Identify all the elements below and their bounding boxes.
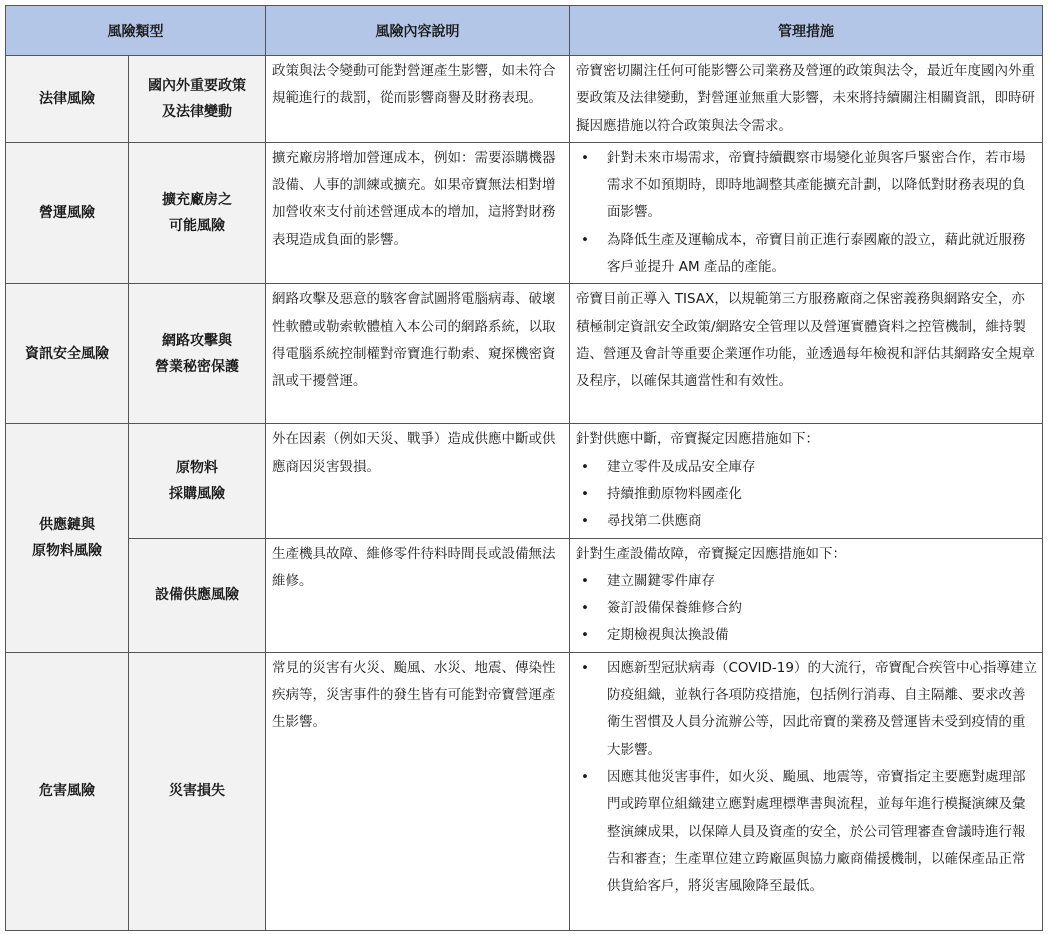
risk-description: 生產機具故障、維修零件待料時間長或設備無法維修。 xyxy=(266,538,570,652)
risk-description: 網路攻擊及惡意的駭客會試圖將電腦病毒、破壞性軟體或勒索軟體植入本公司的網路系統，以取得電腦系統控制權對帝寶進行勒索、窺探機密資訊或干擾營運。 xyxy=(266,284,570,424)
header-management-measures: 管理措施 xyxy=(570,6,1043,56)
list-item: • 持續推動原物料國產化 xyxy=(576,481,1037,508)
table-row xyxy=(6,142,1043,283)
list-item: • 因應其他災害事件，如火災、颱風、地震等，帝寶指定主要應對處理部門或跨單位組織建立應對處理標準書與流程，並每年進行模擬演練及彙整演練成果，以保障人員及資產的安全，於公司管理審查會議時進行報告和審查；生產單位建立跨廠區與協力廠商備援機制，以確保產品正常供貨給客戶，將災害風險降至最低。 xyxy=(576,764,1037,900)
subcategory-line: 擴充廠房之 xyxy=(162,192,232,209)
management-measures xyxy=(570,142,1043,283)
subcategory-line: 營業秘密保護 xyxy=(155,358,239,375)
subcategory-line: 及法律變動 xyxy=(162,103,232,120)
risk-category-legal: 法律風險 xyxy=(6,56,129,143)
risk-subcategory xyxy=(129,424,266,538)
category-line: 原物料風險 xyxy=(32,543,102,560)
header-risk-description: 風險內容說明 xyxy=(266,6,570,56)
risk-category-hazard: 危害風險 xyxy=(6,652,129,930)
list-item: • 因應新型冠狀病毒（COVID-19）的大流行，帝寶配合疾管中心指導建立防疫組織，並執行各項防疫措施，包括例行消毒、自主隔離、要求改善衛生習慣及人員分流辦公等，因此帝寶的業務及營運皆未受到疫情的重大影響。 xyxy=(576,655,1037,764)
subcategory-line: 國內外重要政策 xyxy=(148,77,246,94)
list-item: • 建立關鍵零件庫存 xyxy=(576,568,1037,595)
measures-list xyxy=(576,454,1037,536)
measures-list xyxy=(576,568,1037,650)
risk-description: 常見的災害有火災、颱風、水災、地震、傳染性疾病等，災害事件的發生皆有可能對帝寶營運產生影響。 xyxy=(266,652,570,930)
risk-subcategory xyxy=(129,284,266,424)
risk-description: 政策與法令變動可能對營運產生影響，如未符合規範進行的裁罰，從而影響商譽及財務表現。 xyxy=(266,56,570,143)
management-measures xyxy=(570,538,1043,652)
management-measures: 帝寶目前正導入 TISAX，以規範第三方服務廠商之保密義務與網路安全，亦積極制定資訊安全政策/網路安全管理以及營運實體資料之控管機制，維持製造、營運及會計等重要企業運作功能，並透過每年檢視和評估其網路安全規章及程序，以確保其適當性和有效性。 xyxy=(570,284,1043,424)
management-measures xyxy=(570,652,1043,930)
subcategory-line: 採購風險 xyxy=(169,485,225,502)
header-risk-type: 風險類型 xyxy=(6,6,266,56)
table-row xyxy=(6,284,1043,424)
list-item: • 定期檢視與汰換設備 xyxy=(576,622,1037,649)
list-item: • 針對未來市場需求，帝寶持續觀察市場變化並與客戶緊密合作，若市場需求不如預期時，即時地調整其產能擴充計劃，以降低對財務表現的負面影響。 xyxy=(576,145,1037,227)
subcategory-line: 原物料 xyxy=(176,459,218,476)
table-row xyxy=(6,538,1043,652)
measures-intro: 針對供應中斷，帝寶擬定因應措施如下： xyxy=(576,431,819,448)
subcategory-line: 可能風險 xyxy=(169,218,225,235)
risk-description: 擴充廠房將增加營運成本，例如：需要添購機器設備、人事的訓練或擴充。如果帝寶無法相對增加營收來支付前述營運成本的增加，這將對財務表現造成負面的影響。 xyxy=(266,142,570,283)
risk-management-table xyxy=(5,5,1043,931)
risk-category-infosec: 資訊安全風險 xyxy=(6,284,129,424)
table-row xyxy=(6,56,1043,143)
header-row xyxy=(6,6,1043,56)
list-item: • 尋找第二供應商 xyxy=(576,508,1037,535)
subcategory-line: 網路攻擊與 xyxy=(162,332,232,349)
table-row xyxy=(6,424,1043,538)
risk-subcategory: 災害損失 xyxy=(129,652,266,930)
risk-category-supply-chain xyxy=(6,424,129,652)
management-measures: 帝寶密切關注任何可能影響公司業務及營運的政策與法令，最近年度國內外重要政策及法律變動，對營運並無重大影響，未來將持續關注相關資訊，即時研擬因應措施以符合政策與法令需求。 xyxy=(570,56,1043,143)
risk-category-operation: 營運風險 xyxy=(6,142,129,283)
risk-subcategory: 設備供應風險 xyxy=(129,538,266,652)
measures-list xyxy=(576,145,1037,281)
management-measures xyxy=(570,424,1043,538)
risk-subcategory xyxy=(129,56,266,143)
list-item: • 建立零件及成品安全庫存 xyxy=(576,454,1037,481)
list-item: • 簽訂設備保養維修合約 xyxy=(576,595,1037,622)
table-row xyxy=(6,652,1043,930)
list-item: • 為降低生產及運輸成本，帝寶目前正進行泰國廠的設立，藉此就近服務客戶並提升 AM 產品的產能。 xyxy=(576,227,1037,282)
risk-subcategory xyxy=(129,142,266,283)
category-line: 供應鏈與 xyxy=(39,517,95,534)
risk-description: 外在因素（例如天災、戰爭）造成供應中斷或供應商因災害毀損。 xyxy=(266,424,570,538)
measures-list xyxy=(576,655,1037,901)
measures-intro: 針對生產設備故障，帝寶擬定因應措施如下： xyxy=(576,545,846,562)
